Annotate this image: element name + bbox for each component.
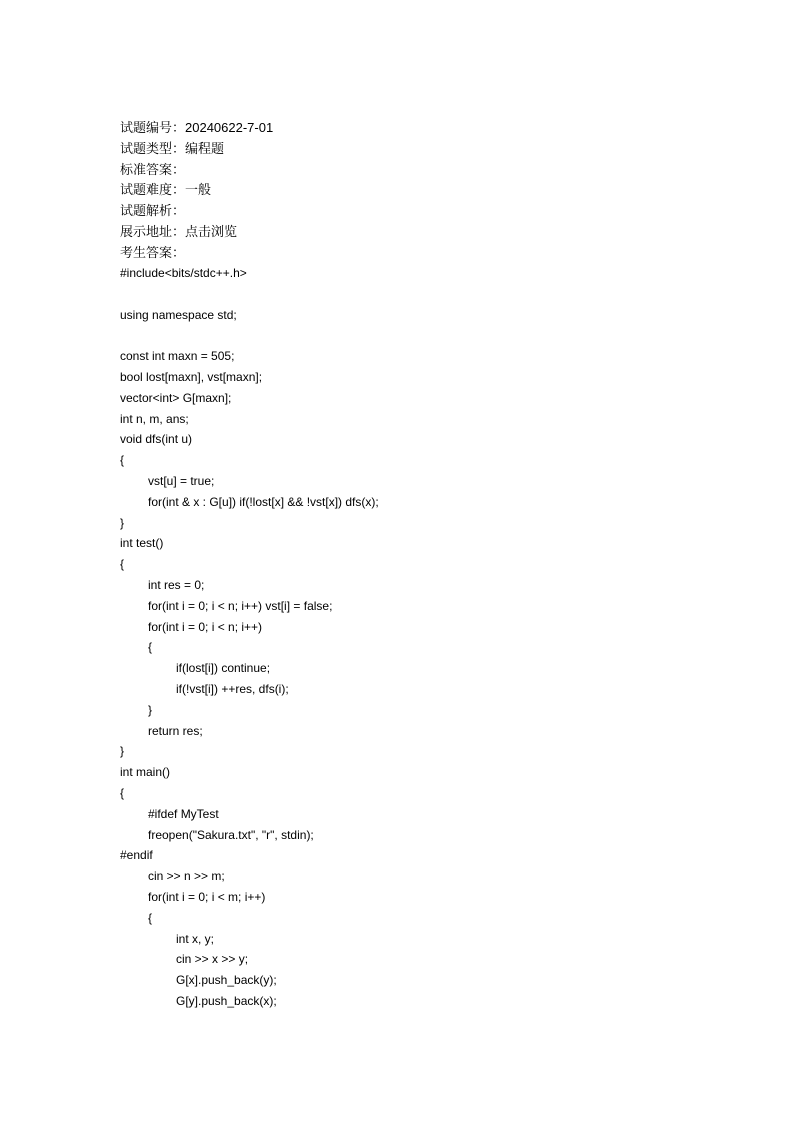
code-line: bool lost[maxn], vst[maxn];: [120, 369, 263, 384]
difficulty-line: [120, 180, 720, 201]
code-line: vst[u] = true;: [148, 473, 215, 488]
question-type-line: [120, 139, 720, 160]
display-address-line: [120, 222, 720, 243]
question-id-line: [120, 118, 720, 139]
difficulty-label: 试题难度：: [120, 182, 186, 198]
code-line: for(int & x : G[u]) if(!lost[x] && !vst[x]) dfs(x);: [148, 494, 379, 509]
standard-answer-label: 标准答案：: [120, 161, 186, 177]
difficulty-value: 一般: [185, 182, 212, 198]
display-address-link[interactable]: 点击浏览: [185, 223, 238, 239]
code-line: cin >> n >> m;: [148, 869, 225, 884]
code-line: }: [120, 515, 125, 530]
code-line: using namespace std;: [120, 307, 237, 322]
code-line: G[x].push_back(y);: [176, 973, 277, 988]
code-line: #include<bits/stdc++.h>: [120, 266, 247, 280]
display-address-label: 展示地址：: [120, 223, 186, 239]
code-line: for(int i = 0; i < n; i++): [148, 619, 263, 634]
question-id-label: 试题编号：: [120, 120, 186, 135]
code-line: if(!vst[i]) ++res, dfs(i);: [176, 681, 289, 696]
code-line: G[y].push_back(x);: [176, 993, 277, 1008]
code-line: [120, 325, 740, 346]
code-line: {: [148, 910, 153, 925]
code-line: int x, y;: [176, 931, 215, 946]
code-line: {: [148, 640, 153, 655]
code-block: [120, 263, 740, 1012]
question-id-value: 20240622-7-01: [185, 120, 274, 135]
code-line: freopen("Sakura.txt", "r", stdin);: [148, 827, 314, 842]
code-line: if(lost[i]) continue;: [176, 661, 271, 676]
code-line: {: [120, 557, 125, 572]
code-line: }: [148, 702, 153, 717]
code-line: {: [120, 785, 125, 800]
standard-answer-line: [120, 160, 720, 181]
student-answer-label: 考生答案：: [120, 244, 186, 260]
question-meta: [120, 118, 720, 264]
code-line: }: [120, 744, 125, 759]
code-line: [120, 284, 740, 305]
code-line: vector<int> G[maxn];: [120, 390, 232, 405]
code-line: int test(): [120, 536, 164, 551]
code-line: const int maxn = 505;: [120, 349, 235, 364]
analysis-label: 试题解析：: [120, 203, 186, 219]
question-type-label: 试题类型：: [120, 140, 186, 156]
code-line: int main(): [120, 765, 171, 780]
code-line: int res = 0;: [148, 577, 205, 592]
code-line: return res;: [148, 723, 203, 738]
code-line: {: [120, 453, 125, 468]
student-answer-line: [120, 243, 720, 264]
question-type-value: 编程题: [185, 140, 225, 156]
code-line: cin >> x >> y;: [176, 952, 249, 967]
analysis-line: [120, 201, 720, 222]
code-line: #endif: [120, 848, 153, 863]
code-line: #ifdef MyTest: [148, 806, 219, 821]
code-line: int n, m, ans;: [120, 411, 189, 426]
code-line: void dfs(int u): [120, 432, 193, 447]
code-line: for(int i = 0; i < n; i++) vst[i] = false;: [148, 598, 333, 613]
code-line: for(int i = 0; i < m; i++): [148, 889, 266, 904]
